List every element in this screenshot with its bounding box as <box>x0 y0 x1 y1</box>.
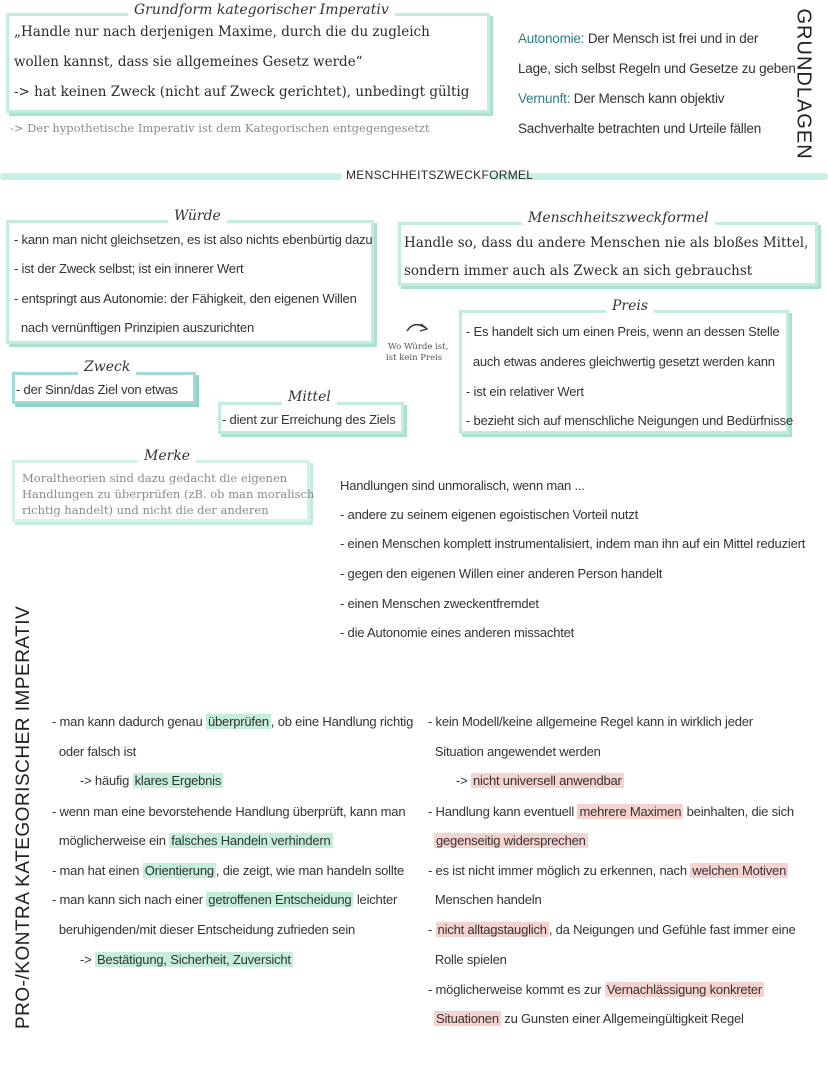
unmoralisch-item-4: - einen Menschen zweckentfremdet <box>340 596 539 611</box>
wuerde-line-4: nach vernünftigen Prinzipien auszurichten <box>14 320 254 335</box>
pro-text: - man kann sich nach einer <box>52 892 207 907</box>
preis-line-3: - ist ein relativer Wert <box>466 384 584 399</box>
pro-highlight: getroffenen Entscheidung <box>208 892 352 907</box>
kontra-text: beinhalten, die sich <box>683 804 794 819</box>
unmoralisch-item-1: - andere zu seinem eigenen egoistischen Vorteil nutzt <box>340 507 638 522</box>
pro-line-9 <box>80 952 293 967</box>
wuerde-line-1: - kann man nicht gleichsetzen, es ist also nichts ebenbürtig dazu <box>14 232 373 247</box>
pro-line-6 <box>52 863 404 878</box>
pro-text: , die zeigt, wie man handeln sollte <box>215 863 405 878</box>
arrow-note-line-2: ist kein Preis <box>386 353 443 363</box>
zweck-title: Zweck <box>78 359 136 375</box>
kontra-highlight: welchen Motiven <box>692 863 787 878</box>
merke-line-1: Moraltheorien sind dazu gedacht die eigenen <box>22 471 288 485</box>
grundform-title: Grundform kategorischer Imperativ <box>128 2 395 18</box>
vernunft-line <box>518 91 724 106</box>
autonomie-line-2: Lage, sich selbst Regeln und Gesetze zu geben <box>518 61 796 76</box>
pro-text: - man hat einen <box>52 863 143 878</box>
pro-line-8: beruhigenden/mit dieser Entscheidung zufrieden sein <box>52 922 356 937</box>
formel-line-2: sondern immer auch als Zweck an sich gebrauchst <box>404 263 753 279</box>
autonomie-term: Autonomie: <box>518 31 585 46</box>
pro-highlight: klares Ergebnis <box>134 773 222 788</box>
kontra-highlight: nicht universell anwendbar <box>472 773 622 788</box>
curved-arrow-icon <box>404 318 432 336</box>
kontra-line-2: Situation angewendet werden <box>428 744 601 759</box>
unmoralisch-item-3: - gegen den eigenen Willen einer anderen Person handelt <box>340 566 663 581</box>
kontra-highlight: Vernachlässigung konkreter <box>606 982 763 997</box>
hypothetisch-note: -> Der hypothetische Imperativ ist dem Kategorischen entgegengesetzt <box>10 121 430 135</box>
pro-highlight: Bestätigung, Sicherheit, Zuversicht <box>96 952 291 967</box>
kontra-line-9: Rolle spielen <box>428 952 507 967</box>
autonomie-line <box>518 31 758 46</box>
wuerde-line-3: - entspringt aus Autonomie: der Fähigkeit, den eigenen Willen <box>14 291 357 306</box>
kontra-line-1: - kein Modell/keine allgemeine Regel kann in wirklich jeder <box>428 714 753 729</box>
pro-text: , ob eine Handlung richtig <box>270 714 414 729</box>
formel-title: Menschheitszweckformel <box>522 210 715 226</box>
kontra-line-4 <box>428 804 794 819</box>
preis-line-2: auch etwas anderes gleichwertig gesetzt werden kann <box>466 354 775 369</box>
grundform-line-1: „Handle nur nach derjenigen Maxime, durch die du zugleich <box>14 24 430 40</box>
kontra-text: - <box>428 922 436 937</box>
kontra-highlight: Situationen <box>436 1011 499 1026</box>
unmoralisch-item-2: - einen Menschen komplett instrumentalisiert, indem man ihn auf ein Mittel reduziert <box>340 536 806 551</box>
preis-line-1: - Es handelt sich um einen Preis, wenn an dessen Stelle <box>466 324 780 339</box>
section-heading: MENSCHHEITSZWECKFORMEL <box>346 168 534 182</box>
pro-line-3 <box>80 773 223 788</box>
preis-line-4: - bezieht sich auf menschliche Neigungen und Bedürfnisse <box>466 413 794 428</box>
kontra-highlight: mehrere Maximen <box>579 804 682 819</box>
merke-title: Merke <box>138 448 196 464</box>
kontra-line-6 <box>428 863 788 878</box>
grundlagen-side-label: GRUNDLAGEN <box>792 8 815 160</box>
kontra-text: - es ist nicht immer möglich zu erkennen, nach <box>428 863 691 878</box>
pro-text: -> häufig <box>80 773 133 788</box>
kontra-highlight: gegenseitig widersprechen <box>436 833 586 848</box>
zweck-text: - der Sinn/das Ziel von etwas <box>16 382 178 397</box>
arrow-note-line-1: Wo Würde ist, <box>388 342 449 352</box>
merke-line-2: Handlungen zu überprüfen (zB. ob man moralisch <box>22 487 315 501</box>
kontra-text: - möglicherweise kommt es zur <box>428 982 605 997</box>
vernunft-line-2: Sachverhalte betrachten und Urteile fällen <box>518 121 762 136</box>
pro-line-5 <box>52 833 333 848</box>
kontra-line-3 <box>456 773 624 788</box>
kontra-text: , da Neigungen und Gefühle fast immer eine <box>548 922 796 937</box>
kontra-text: zu Gunsten einer Allgemeingültigkeit Regel <box>500 1011 744 1026</box>
kontra-highlight: nicht alltagstauglich <box>437 922 547 937</box>
pro-text: möglicherweise ein <box>52 833 170 848</box>
pro-line-7 <box>52 892 397 907</box>
vernunft-text: Der Mensch kann objektiv <box>570 91 725 106</box>
pro-line-1 <box>52 714 413 729</box>
kontra-line-8 <box>428 922 796 937</box>
wuerde-title: Würde <box>168 208 227 224</box>
mittel-text: - dient zur Erreichung des Ziels <box>222 412 396 427</box>
kontra-line-5 <box>434 833 588 848</box>
kontra-line-11 <box>434 1011 744 1026</box>
prokontra-side-label: PRO-/KONTRA KATEGORISCHER IMPERATIV <box>13 605 34 1029</box>
pro-line-2: oder falsch ist <box>52 744 137 759</box>
formel-line-1: Handle so, dass du andere Menschen nie als bloßes Mittel, <box>404 235 809 251</box>
heading-rule-left <box>0 173 342 180</box>
pro-highlight: falsches Handeln verhindern <box>171 833 331 848</box>
grundform-line-3: -> hat keinen Zweck (nicht auf Zweck gerichtet), unbedingt gültig <box>14 84 470 100</box>
pro-text: leichter <box>353 892 398 907</box>
pro-highlight: überprüfen <box>208 714 269 729</box>
preis-title: Preis <box>606 298 654 314</box>
merke-line-3: richtig handelt) und nicht die der anderen <box>22 503 269 517</box>
pro-highlight: Orientierung <box>144 863 214 878</box>
autonomie-text: Der Mensch ist frei und in der <box>584 31 759 46</box>
grundform-line-2: wollen kannst, dass sie allgemeines Gesetz werde“ <box>14 54 363 70</box>
pro-text: -> <box>80 952 95 967</box>
mittel-title: Mittel <box>282 389 337 405</box>
kontra-line-7: Menschen handeln <box>428 892 542 907</box>
vernunft-term: Vernunft: <box>518 91 571 106</box>
pro-text: - man kann dadurch genau <box>52 714 206 729</box>
unmoralisch-intro: Handlungen sind unmoralisch, wenn man ... <box>340 478 585 493</box>
kontra-text: -> <box>456 773 471 788</box>
pro-line-4: - wenn man eine bevorstehende Handlung überprüft, kann man <box>52 804 406 819</box>
kontra-line-10 <box>428 982 764 997</box>
kontra-text: - Handlung kann eventuell <box>428 804 578 819</box>
wuerde-line-2: - ist der Zweck selbst; ist ein innerer Wert <box>14 261 244 276</box>
heading-rule-right <box>490 173 828 180</box>
unmoralisch-item-5: - die Autonomie eines anderen missachtet <box>340 625 575 640</box>
